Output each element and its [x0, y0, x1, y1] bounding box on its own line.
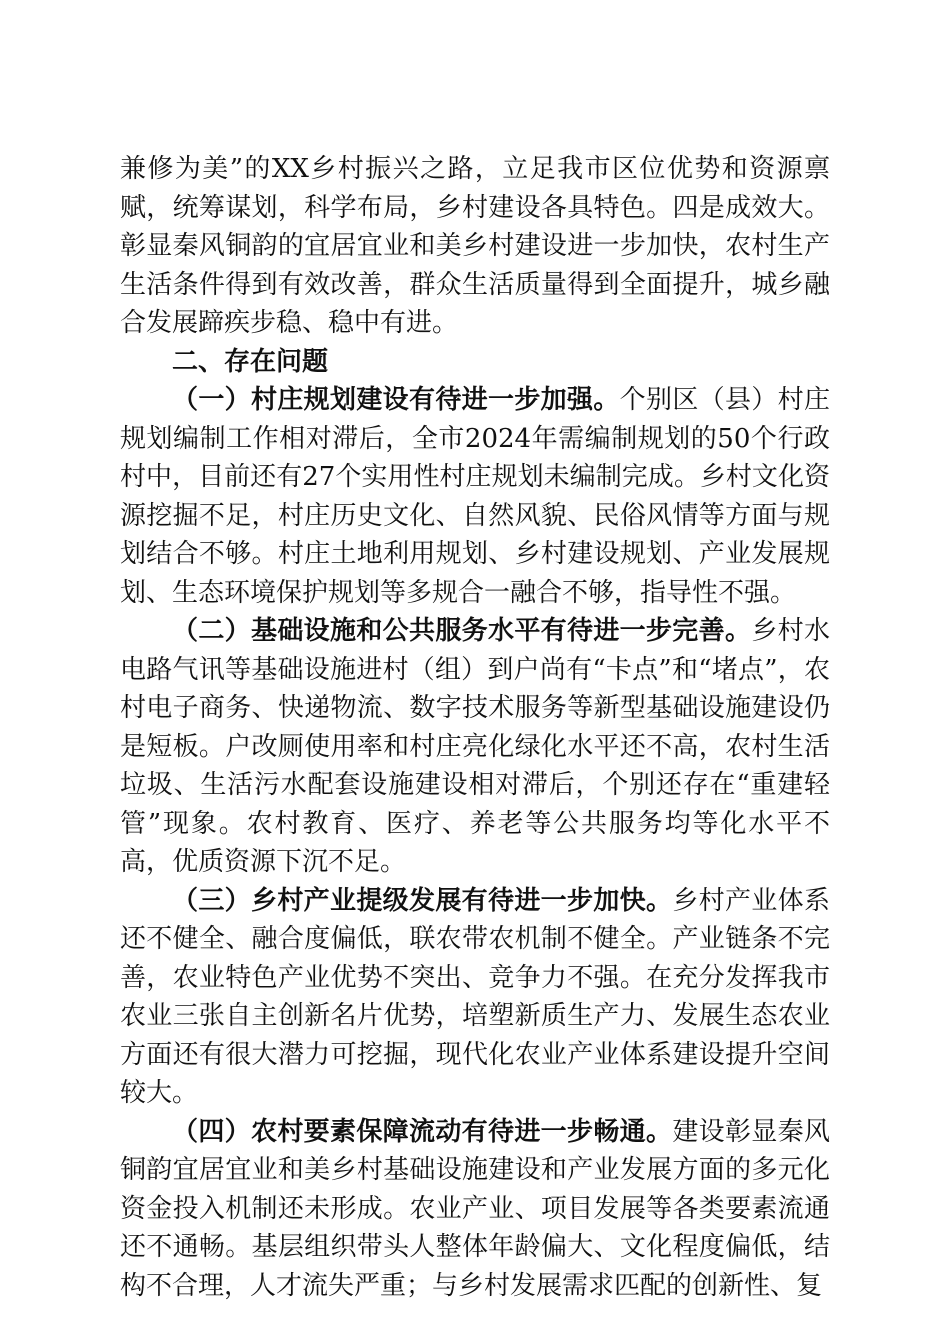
section-heading-problems: 二、存在问题 — [172, 346, 329, 377]
body-infrastructure: 乡村水电路气讯等基础设施进村（组）到户尚有“卡点”和“堵点”，农村电子商务、快递物流、数字技术服务等新型基础设施建设仍是短板。户改厕使用率和村庄亮化绿化水平还不高，农村生活垃圾、生活污水配套设施建设相对滞后，个别还存在“重建轻管”现象。农村教育、医疗、养老等公共服务均等化水平不高，优质资源下沉不足。 — [120, 616, 830, 877]
paragraph-village-planning — [120, 381, 830, 612]
subheading-village-planning: （一）村庄规划建设有待进一步加强。 — [172, 385, 620, 415]
body-rural-industry: 乡村产业体系还不健全、融合度偏低，联农带农机制不健全。产业链条不完善，农业特色产业优势不突出、竞争力不强。在充分发挥我市农业三张自主创新名片优势，培塑新质生产力、发展生态农业方面还有很大潜力可挖掘，现代化农业产业体系建设提升空间较大。 — [120, 885, 830, 1108]
subheading-rural-factors: （四）农村要素保障流动有待进一步畅通。 — [172, 1116, 673, 1147]
paragraph-rural-industry — [120, 882, 830, 1113]
document-page — [120, 150, 830, 1305]
body-rural-factors: 建设彰显秦风铜韵宜居宜业和美乡村基础设施建设和产业发展方面的多元化资金投入机制还未形成。农业产业、项目发展等各类要素流通还不通畅。基层组织带头人整体年龄偏大、文化程度偏低，结构不合理，人才流失严重；与乡村发展需求匹配的创新性、复 — [120, 1116, 830, 1301]
subheading-rural-industry: （三）乡村产业提级发展有待进一步加快。 — [172, 885, 673, 916]
paragraph-continuation: 兼修为美”的XX乡村振兴之路，立足我市区位优势和资源禀赋，统筹谋划，科学布局，乡村建设各具特色。四是成效大。彰显秦风铜韵的宜居宜业和美乡村建设进一步加快，农村生产生活条件得到有效改善，群众生活质量得到全面提升，城乡融合发展蹄疾步稳、稳中有进。 — [120, 154, 830, 338]
subheading-infrastructure: （二）基础设施和公共服务水平有待进一步完善。 — [172, 616, 752, 646]
body-village-planning: 个别区（县）村庄规划编制工作相对滞后，全市2024年需编制规划的50个行政村中，目前还有27个实用性村庄规划未编制完成。乡村文化资源挖掘不足，村庄历史文化、自然风貌、民俗风情等方面与规划结合不够。村庄土地利用规划、乡村建设规划、产业发展规划、生态环境保护规划等多规合一融合不够，指导性不强。 — [120, 385, 830, 608]
paragraph-infrastructure — [120, 612, 830, 882]
paragraph-rural-factors — [120, 1113, 830, 1306]
